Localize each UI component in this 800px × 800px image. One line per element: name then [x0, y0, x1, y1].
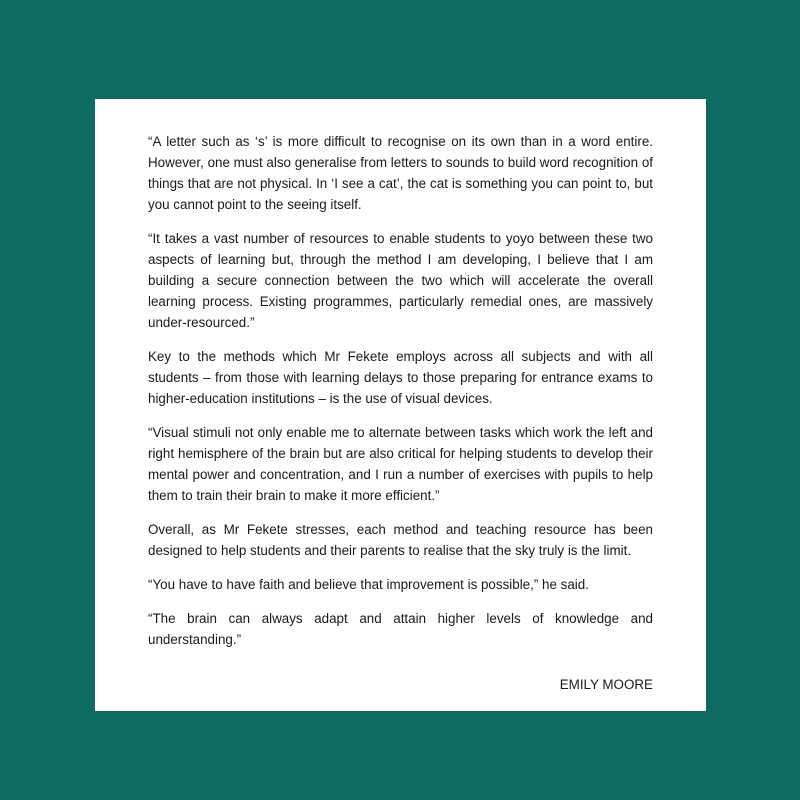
- author-byline: EMILY MOORE: [559, 677, 653, 692]
- article-paragraph-3: Key to the methods which Mr Fekete employs across all subjects and with all students – from those with learning delays to those preparing for entrance exams to higher-education institutions – is the use of visual devices.: [148, 349, 653, 406]
- article-paragraph-5: Overall, as Mr Fekete stresses, each method and teaching resource has been designed to help students and their parents to realise that the sky truly is the limit.: [148, 522, 653, 558]
- article-paragraph-1: “A letter such as ‘s’ is more difficult to recognise on its own than in a word entire. However, one must also generalise from letters to sounds to build word recognition of things that are not physical. In ‘I see a cat’, the cat is something you can point to, but you cannot point to the seeing itself.: [148, 134, 653, 212]
- article-paragraph-2: “It takes a vast number of resources to enable students to yoyo between these two aspects of learning but, through the method I am developing, I believe that I am building a secure connection between the two which will accelerate the overall learning process. Existing programmes, particularly remedial ones, are massively under-resourced.”: [148, 231, 653, 330]
- article-paragraph-4: “Visual stimuli not only enable me to alternate between tasks which work the left and right hemisphere of the brain but are also critical for helping students to develop their mental power and concentration, and I run a number of exercises with pupils to help them to train their brain to make it more efficient.”: [148, 425, 653, 503]
- article-paragraph-7: “The brain can always adapt and attain higher levels of knowledge and understanding.”: [148, 611, 653, 647]
- article-paragraph-6: “You have to have faith and believe that improvement is possible,” he said.: [148, 577, 589, 592]
- article-page: [95, 99, 706, 711]
